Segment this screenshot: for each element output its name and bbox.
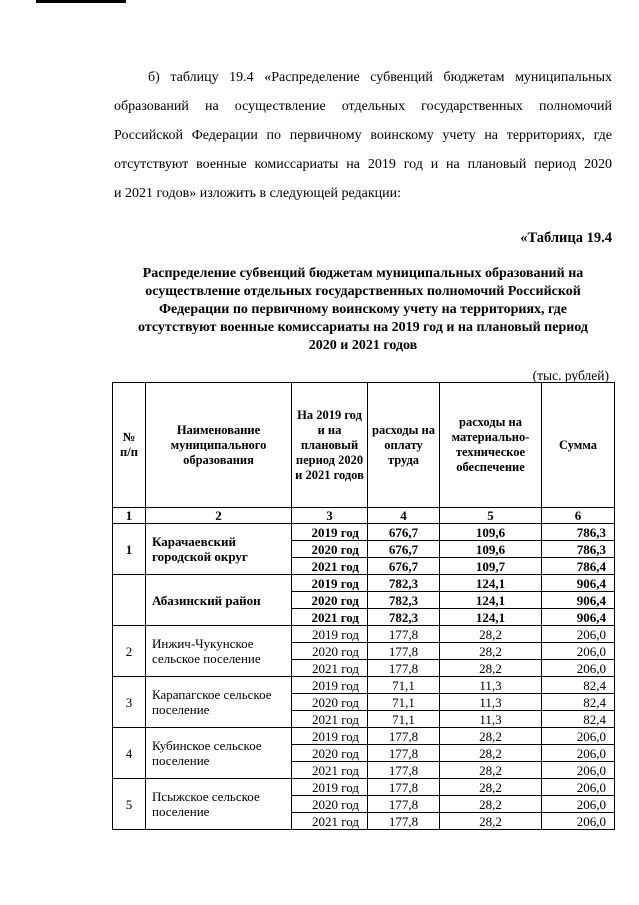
municipality-name: Псыжское сельское поселение <box>146 779 292 830</box>
header-material: расходы на материально-техническое обеспечение <box>440 383 542 508</box>
material-cell: 28,2 <box>440 643 542 660</box>
caption-line: осуществление отдельных государственных полномочий Российской <box>145 284 581 299</box>
material-cell: 124,1 <box>440 592 542 609</box>
sum-cell: 786,3 <box>542 524 615 541</box>
labor-cell: 676,7 <box>368 541 440 558</box>
municipality-name: Абазинский район <box>146 575 292 626</box>
top-rule <box>36 0 126 3</box>
labor-cell: 71,1 <box>368 677 440 694</box>
sum-cell: 206,0 <box>542 643 615 660</box>
table-body <box>113 508 615 830</box>
material-cell: 109,6 <box>440 524 542 541</box>
municipality-name: Инжич-Чукунское сельское поселение <box>146 626 292 677</box>
material-cell: 11,3 <box>440 711 542 728</box>
labor-cell: 177,8 <box>368 762 440 779</box>
material-cell: 28,2 <box>440 745 542 762</box>
year-cell: 2019 год <box>292 779 368 796</box>
caption-line: отсутствуют военные комиссариаты на 2019 год и на плановый период <box>138 320 588 335</box>
sum-cell: 206,0 <box>542 796 615 813</box>
row-number: 2 <box>113 626 146 677</box>
material-cell: 28,2 <box>440 813 542 830</box>
header-name: Наименование муниципального образования <box>146 383 292 508</box>
labor-cell: 177,8 <box>368 643 440 660</box>
index-cell: 3 <box>292 508 368 524</box>
units-label: (тыс. рублей) <box>532 368 609 383</box>
table-number: «Таблица 19.4 <box>520 230 612 246</box>
labor-cell: 177,8 <box>368 626 440 643</box>
year-cell: 2020 год <box>292 541 368 558</box>
material-cell: 28,2 <box>440 660 542 677</box>
index-cell: 6 <box>542 508 615 524</box>
table-row <box>113 677 615 694</box>
labor-cell: 782,3 <box>368 575 440 592</box>
labor-cell: 177,8 <box>368 728 440 745</box>
material-cell: 124,1 <box>440 609 542 626</box>
sum-cell: 206,0 <box>542 626 615 643</box>
intro-paragraph <box>114 63 612 208</box>
row-number <box>113 575 146 626</box>
table-row <box>113 779 615 796</box>
labor-cell: 177,8 <box>368 745 440 762</box>
intro-line: отсутствуют военные комиссариаты на 2019 год и на плановый период 2020 <box>114 157 612 172</box>
sum-cell: 206,0 <box>542 728 615 745</box>
row-number: 5 <box>113 779 146 830</box>
caption-line: Распределение субвенций бюджетам муниципальных образований на <box>142 266 584 281</box>
sum-cell: 786,3 <box>542 541 615 558</box>
labor-cell: 782,3 <box>368 609 440 626</box>
year-cell: 2020 год <box>292 796 368 813</box>
labor-cell: 676,7 <box>368 524 440 541</box>
table-row <box>113 626 615 643</box>
municipality-name: Кубинское сельское поселение <box>146 728 292 779</box>
material-cell: 109,7 <box>440 558 542 575</box>
year-cell: 2020 год <box>292 592 368 609</box>
labor-cell: 177,8 <box>368 796 440 813</box>
header-period: На 2019 год и на плановый период 2020 и 2021 годов <box>292 383 368 508</box>
year-cell: 2021 год <box>292 660 368 677</box>
material-cell: 28,2 <box>440 762 542 779</box>
intro-line: Российской Федерации по первичному воинскому учету на территориях, где <box>114 128 612 143</box>
labor-cell: 782,3 <box>368 592 440 609</box>
year-cell: 2020 год <box>292 745 368 762</box>
year-cell: 2019 год <box>292 626 368 643</box>
municipality-name: Карапагское сельское поселение <box>146 677 292 728</box>
header-row <box>113 383 615 508</box>
row-number: 1 <box>113 524 146 575</box>
table-caption <box>114 265 612 355</box>
index-cell: 2 <box>146 508 292 524</box>
sum-cell: 82,4 <box>542 711 615 728</box>
header-sum: Сумма <box>542 383 615 508</box>
material-cell: 11,3 <box>440 694 542 711</box>
year-cell: 2021 год <box>292 609 368 626</box>
year-cell: 2021 год <box>292 711 368 728</box>
sum-cell: 206,0 <box>542 660 615 677</box>
index-cell: 1 <box>113 508 146 524</box>
header-num: № п/п <box>113 383 146 508</box>
intro-line: и 2021 годов» изложить в следующей редакции: <box>114 186 401 201</box>
index-row <box>113 508 615 524</box>
row-number: 3 <box>113 677 146 728</box>
labor-cell: 71,1 <box>368 711 440 728</box>
labor-cell: 177,8 <box>368 813 440 830</box>
caption-line: 2020 и 2021 годов <box>308 338 418 353</box>
caption-line: Федерации по первичному воинскому учету на территориях, где <box>159 302 567 317</box>
material-cell: 28,2 <box>440 779 542 796</box>
index-cell: 5 <box>440 508 542 524</box>
year-cell: 2020 год <box>292 643 368 660</box>
material-cell: 28,2 <box>440 728 542 745</box>
sum-cell: 82,4 <box>542 677 615 694</box>
labor-cell: 177,8 <box>368 660 440 677</box>
year-cell: 2021 год <box>292 813 368 830</box>
sum-cell: 906,4 <box>542 575 615 592</box>
labor-cell: 71,1 <box>368 694 440 711</box>
year-cell: 2019 год <box>292 575 368 592</box>
year-cell: 2019 год <box>292 524 368 541</box>
header-labor: расходы на оплату труда <box>368 383 440 508</box>
table-row <box>113 728 615 745</box>
sum-cell: 786,4 <box>542 558 615 575</box>
table-row <box>113 575 615 592</box>
labor-cell: 177,8 <box>368 779 440 796</box>
sum-cell: 906,4 <box>542 609 615 626</box>
intro-line: б) таблицу 19.4 «Распределение субвенций бюджетам муниципальных <box>148 70 612 85</box>
sum-cell: 206,0 <box>542 813 615 830</box>
subvention-table <box>112 382 615 830</box>
year-cell: 2019 год <box>292 728 368 745</box>
index-cell: 4 <box>368 508 440 524</box>
municipality-name: Карачаевский городской округ <box>146 524 292 575</box>
material-cell: 28,2 <box>440 626 542 643</box>
sum-cell: 206,0 <box>542 762 615 779</box>
material-cell: 109,6 <box>440 541 542 558</box>
material-cell: 124,1 <box>440 575 542 592</box>
sum-cell: 206,0 <box>542 779 615 796</box>
sum-cell: 906,4 <box>542 592 615 609</box>
year-cell: 2019 год <box>292 677 368 694</box>
year-cell: 2021 год <box>292 762 368 779</box>
material-cell: 11,3 <box>440 677 542 694</box>
year-cell: 2020 год <box>292 694 368 711</box>
sum-cell: 206,0 <box>542 745 615 762</box>
intro-line: образований на осуществление отдельных государственных полномочий <box>114 99 612 114</box>
sum-cell: 82,4 <box>542 694 615 711</box>
labor-cell: 676,7 <box>368 558 440 575</box>
row-number: 4 <box>113 728 146 779</box>
year-cell: 2021 год <box>292 558 368 575</box>
material-cell: 28,2 <box>440 796 542 813</box>
table-row <box>113 524 615 541</box>
